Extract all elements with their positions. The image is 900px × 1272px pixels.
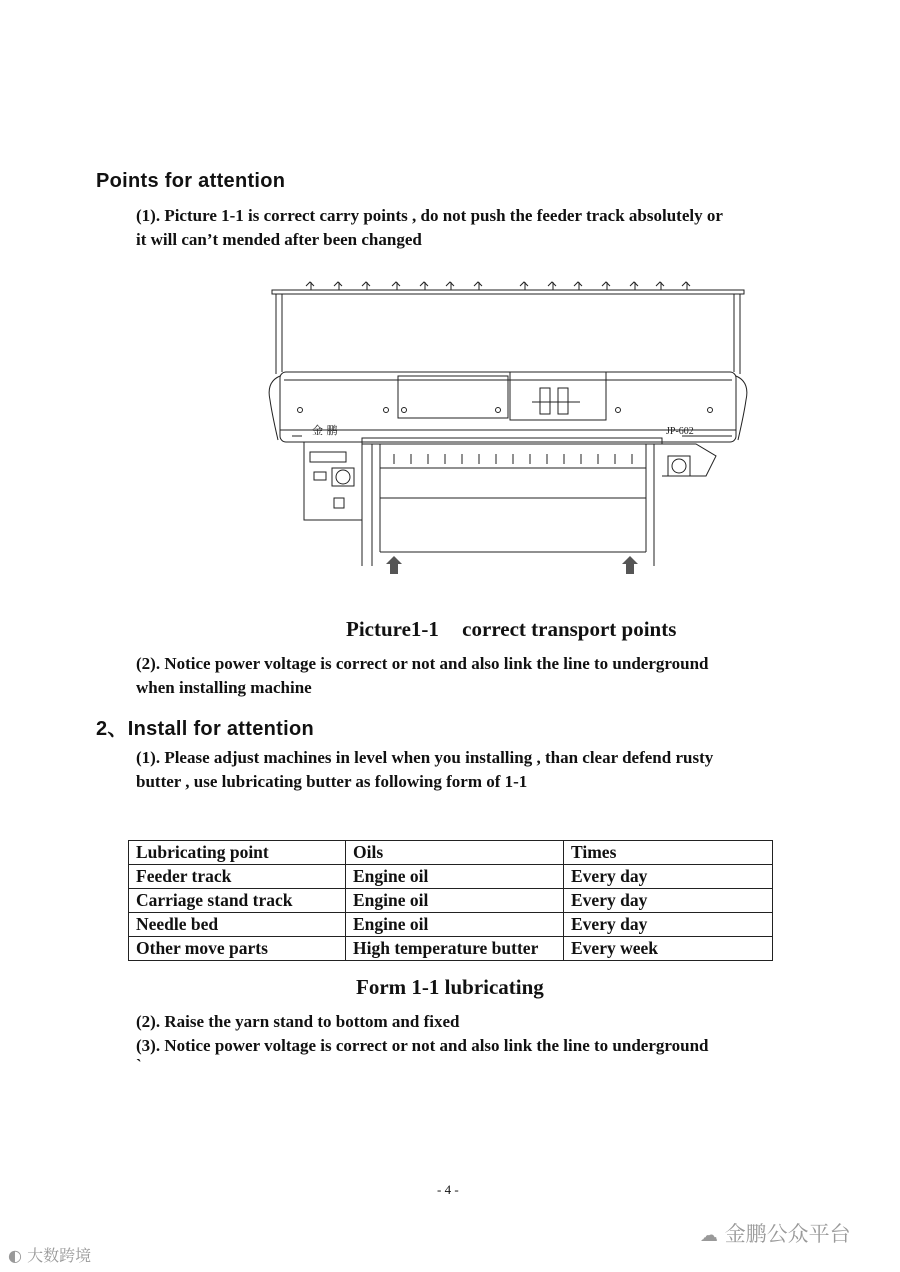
stray-mark: ` bbox=[136, 1056, 142, 1075]
table-cell: Every week bbox=[564, 937, 773, 961]
table-row bbox=[129, 913, 773, 937]
table-cell: Every day bbox=[564, 865, 773, 889]
table-header-row bbox=[129, 841, 773, 865]
paragraph-line: butter , use lubricating butter as following form of 1-1 bbox=[136, 772, 528, 791]
paragraph-power-2: (3). Notice power voltage is correct or not and also link the line to underground bbox=[136, 1036, 709, 1055]
left-arrow-icon bbox=[386, 556, 402, 574]
wechat-icon: ☁ bbox=[700, 1225, 718, 1246]
table-header-cell: Oils bbox=[346, 841, 564, 865]
right-arrow-icon bbox=[622, 556, 638, 574]
watermark-right-text: 金鹏公众平台 bbox=[724, 1222, 851, 1246]
figure-caption-text: correct transport points bbox=[462, 617, 677, 641]
section-heading-install: 2、Install for attention bbox=[96, 718, 315, 740]
section-heading-points: Points for attention bbox=[96, 170, 286, 192]
needle-bed bbox=[362, 438, 662, 444]
table-cell: High temperature butter bbox=[346, 937, 564, 961]
paragraph-line: (1). Please adjust machines in level when you installing , than clear defend rusty bbox=[136, 748, 714, 767]
watermark-left bbox=[8, 1243, 91, 1266]
table-header-cell: Times bbox=[564, 841, 773, 865]
table-cell: Other move parts bbox=[129, 937, 346, 961]
page-number: - 4 - bbox=[437, 1182, 459, 1197]
table-caption: Form 1-1 lubricating bbox=[356, 975, 544, 999]
lubrication-table bbox=[128, 840, 773, 961]
table-cell: Engine oil bbox=[346, 865, 564, 889]
table-cell: Every day bbox=[564, 913, 773, 937]
table-cell: Engine oil bbox=[346, 889, 564, 913]
table-cell: Feeder track bbox=[129, 865, 346, 889]
watermark-left-text: 大数跨境 bbox=[27, 1246, 92, 1265]
table-cell: Carriage stand track bbox=[129, 889, 346, 913]
paragraph-level bbox=[136, 746, 713, 794]
needle-marks bbox=[394, 454, 632, 464]
brand-label: 金 鹏 bbox=[312, 424, 338, 437]
model-label: JP-602 bbox=[666, 426, 694, 437]
top-rail bbox=[272, 290, 744, 294]
paragraph-yarn-stand: (2). Raise the yarn stand to bottom and fixed bbox=[136, 1012, 460, 1031]
control-box bbox=[304, 442, 362, 520]
paragraph-line: it will can’t mended after been changed bbox=[136, 230, 422, 249]
table-row bbox=[129, 937, 773, 961]
figure-caption-number: Picture1-1 bbox=[346, 617, 439, 641]
table-cell: Every day bbox=[564, 889, 773, 913]
table-row bbox=[129, 865, 773, 889]
watermark-right bbox=[700, 1218, 851, 1248]
machine-figure bbox=[262, 276, 752, 588]
yarn-guides bbox=[306, 282, 690, 290]
paragraph-line: when installing machine bbox=[136, 678, 312, 697]
figure-caption bbox=[346, 617, 676, 642]
brand-logo-icon: ◐ bbox=[8, 1246, 22, 1265]
table-cell: Engine oil bbox=[346, 913, 564, 937]
table-header-cell: Lubricating point bbox=[129, 841, 346, 865]
paragraph-power bbox=[136, 652, 708, 700]
paragraph-carry-points bbox=[136, 204, 723, 252]
arrow-marks bbox=[386, 556, 638, 574]
paragraph-line: (1). Picture 1-1 is correct carry points , do not push the feeder track absolutely or bbox=[136, 206, 723, 225]
paragraph-line: (2). Notice power voltage is correct or not and also link the line to underground bbox=[136, 654, 709, 673]
table-cell: Needle bed bbox=[129, 913, 346, 937]
table-row bbox=[129, 889, 773, 913]
